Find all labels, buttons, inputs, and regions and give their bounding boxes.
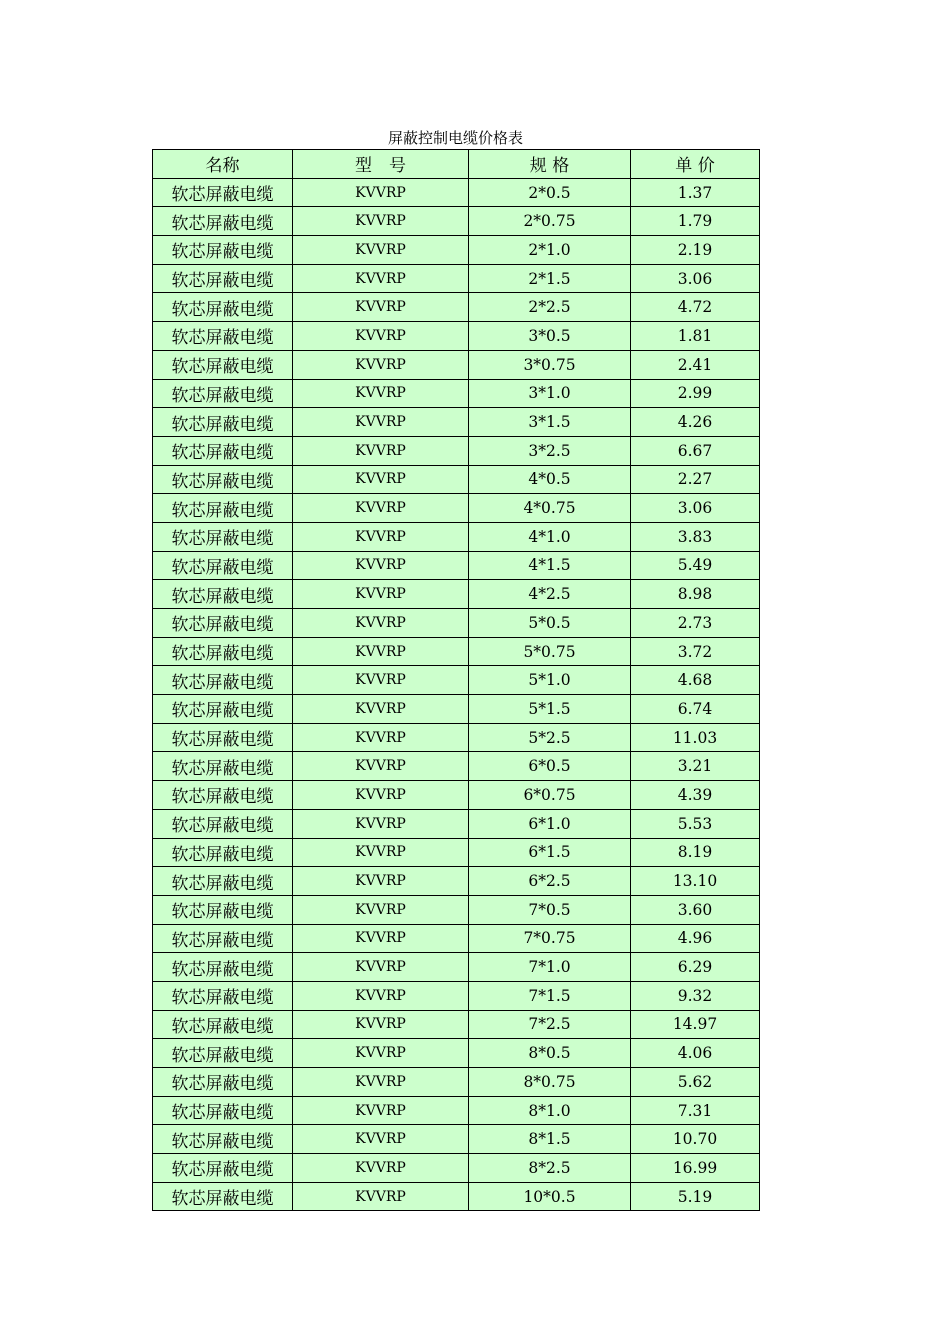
table-row xyxy=(153,178,760,207)
table-row xyxy=(153,809,760,838)
cell-name: 软芯屏蔽电缆 xyxy=(153,924,293,953)
cell-spec: 5*0.5 xyxy=(469,609,631,638)
table-row xyxy=(153,953,760,982)
cell-price: 2.99 xyxy=(631,379,760,408)
cell-model: KVVRP xyxy=(293,350,469,379)
cell-price: 10.70 xyxy=(631,1125,760,1154)
cell-model: KVVRP xyxy=(293,264,469,293)
cell-price: 8.19 xyxy=(631,838,760,867)
cell-model: KVVRP xyxy=(293,551,469,580)
cell-spec: 2*0.5 xyxy=(469,178,631,207)
cell-spec: 3*1.5 xyxy=(469,408,631,437)
cell-model: KVVRP xyxy=(293,494,469,523)
table-row xyxy=(153,981,760,1010)
price-table xyxy=(152,149,760,1211)
cell-spec: 7*1.0 xyxy=(469,953,631,982)
table-row xyxy=(153,379,760,408)
cell-spec: 8*2.5 xyxy=(469,1154,631,1183)
cell-price: 5.19 xyxy=(631,1182,760,1211)
cell-price: 8.98 xyxy=(631,580,760,609)
cell-name: 软芯屏蔽电缆 xyxy=(153,522,293,551)
cell-spec: 5*1.5 xyxy=(469,695,631,724)
cell-spec: 6*1.5 xyxy=(469,838,631,867)
cell-name: 软芯屏蔽电缆 xyxy=(153,895,293,924)
cell-name: 软芯屏蔽电缆 xyxy=(153,1010,293,1039)
table-row xyxy=(153,637,760,666)
cell-price: 4.39 xyxy=(631,781,760,810)
cell-model: KVVRP xyxy=(293,236,469,265)
cell-price: 2.19 xyxy=(631,236,760,265)
cell-model: KVVRP xyxy=(293,924,469,953)
cell-price: 3.72 xyxy=(631,637,760,666)
cell-model: KVVRP xyxy=(293,695,469,724)
cell-name: 软芯屏蔽电缆 xyxy=(153,752,293,781)
cell-price: 9.32 xyxy=(631,981,760,1010)
cell-price: 16.99 xyxy=(631,1154,760,1183)
cell-price: 3.06 xyxy=(631,264,760,293)
table-header xyxy=(153,150,760,179)
cell-price: 5.53 xyxy=(631,809,760,838)
cell-price: 6.74 xyxy=(631,695,760,724)
cell-name: 软芯屏蔽电缆 xyxy=(153,551,293,580)
cell-name: 软芯屏蔽电缆 xyxy=(153,494,293,523)
page-title: 屏蔽控制电缆价格表 xyxy=(387,129,523,147)
cell-spec: 5*2.5 xyxy=(469,723,631,752)
cell-model: KVVRP xyxy=(293,809,469,838)
cell-model: KVVRP xyxy=(293,1068,469,1097)
cell-price: 2.73 xyxy=(631,609,760,638)
table-row xyxy=(153,551,760,580)
cell-name: 软芯屏蔽电缆 xyxy=(153,781,293,810)
cell-model: KVVRP xyxy=(293,379,469,408)
cell-price: 4.68 xyxy=(631,666,760,695)
cell-spec: 4*1.5 xyxy=(469,551,631,580)
cell-name: 软芯屏蔽电缆 xyxy=(153,1068,293,1097)
table-row xyxy=(153,1182,760,1211)
header-row xyxy=(153,150,760,179)
cell-model: KVVRP xyxy=(293,666,469,695)
cell-model: KVVRP xyxy=(293,1010,469,1039)
cell-price: 7.31 xyxy=(631,1096,760,1125)
cell-spec: 6*0.5 xyxy=(469,752,631,781)
cell-name: 软芯屏蔽电缆 xyxy=(153,809,293,838)
cell-price: 4.72 xyxy=(631,293,760,322)
cell-price: 3.06 xyxy=(631,494,760,523)
cell-spec: 4*2.5 xyxy=(469,580,631,609)
table-row xyxy=(153,895,760,924)
column-header-spec: 规 格 xyxy=(469,150,631,179)
table-row xyxy=(153,666,760,695)
table-row xyxy=(153,1010,760,1039)
cell-spec: 7*1.5 xyxy=(469,981,631,1010)
cell-spec: 8*0.5 xyxy=(469,1039,631,1068)
column-header-name: 名称 xyxy=(153,150,293,179)
cell-price: 5.62 xyxy=(631,1068,760,1097)
table-row xyxy=(153,1039,760,1068)
cell-model: KVVRP xyxy=(293,1096,469,1125)
cell-model: KVVRP xyxy=(293,895,469,924)
cell-model: KVVRP xyxy=(293,637,469,666)
cell-name: 软芯屏蔽电缆 xyxy=(153,580,293,609)
table-row xyxy=(153,1154,760,1183)
table-row xyxy=(153,350,760,379)
cell-model: KVVRP xyxy=(293,522,469,551)
cell-name: 软芯屏蔽电缆 xyxy=(153,666,293,695)
cell-price: 4.96 xyxy=(631,924,760,953)
column-header-price: 单 价 xyxy=(631,150,760,179)
table-row xyxy=(153,924,760,953)
cell-name: 软芯屏蔽电缆 xyxy=(153,465,293,494)
cell-model: KVVRP xyxy=(293,1154,469,1183)
table-row xyxy=(153,436,760,465)
cell-name: 软芯屏蔽电缆 xyxy=(153,236,293,265)
cell-name: 软芯屏蔽电缆 xyxy=(153,1096,293,1125)
cell-model: KVVRP xyxy=(293,953,469,982)
cell-spec: 4*1.0 xyxy=(469,522,631,551)
cell-model: KVVRP xyxy=(293,465,469,494)
cell-name: 软芯屏蔽电缆 xyxy=(153,293,293,322)
cell-price: 2.27 xyxy=(631,465,760,494)
cell-model: KVVRP xyxy=(293,580,469,609)
table-row xyxy=(153,207,760,236)
table-row xyxy=(153,293,760,322)
cell-spec: 8*1.0 xyxy=(469,1096,631,1125)
cell-name: 软芯屏蔽电缆 xyxy=(153,637,293,666)
cell-price: 2.41 xyxy=(631,350,760,379)
cell-spec: 2*1.5 xyxy=(469,264,631,293)
cell-spec: 3*0.75 xyxy=(469,350,631,379)
cell-spec: 8*1.5 xyxy=(469,1125,631,1154)
cell-model: KVVRP xyxy=(293,436,469,465)
cell-spec: 3*1.0 xyxy=(469,379,631,408)
cell-price: 1.37 xyxy=(631,178,760,207)
cell-spec: 10*0.5 xyxy=(469,1182,631,1211)
cell-model: KVVRP xyxy=(293,1182,469,1211)
cell-price: 1.79 xyxy=(631,207,760,236)
cell-name: 软芯屏蔽电缆 xyxy=(153,723,293,752)
table-row xyxy=(153,465,760,494)
cell-price: 5.49 xyxy=(631,551,760,580)
table-row xyxy=(153,1125,760,1154)
table-row xyxy=(153,609,760,638)
table-row xyxy=(153,408,760,437)
cell-price: 4.26 xyxy=(631,408,760,437)
cell-name: 软芯屏蔽电缆 xyxy=(153,1039,293,1068)
cell-name: 软芯屏蔽电缆 xyxy=(153,264,293,293)
cell-price: 3.60 xyxy=(631,895,760,924)
cell-price: 3.83 xyxy=(631,522,760,551)
cell-name: 软芯屏蔽电缆 xyxy=(153,379,293,408)
cell-price: 4.06 xyxy=(631,1039,760,1068)
cell-model: KVVRP xyxy=(293,207,469,236)
cell-model: KVVRP xyxy=(293,867,469,896)
cell-spec: 4*0.5 xyxy=(469,465,631,494)
cell-price: 13.10 xyxy=(631,867,760,896)
table-row xyxy=(153,322,760,351)
table-row xyxy=(153,494,760,523)
cell-spec: 3*0.5 xyxy=(469,322,631,351)
cell-name: 软芯屏蔽电缆 xyxy=(153,695,293,724)
cell-spec: 6*2.5 xyxy=(469,867,631,896)
cell-model: KVVRP xyxy=(293,838,469,867)
cell-spec: 8*0.75 xyxy=(469,1068,631,1097)
cell-name: 软芯屏蔽电缆 xyxy=(153,350,293,379)
cell-model: KVVRP xyxy=(293,1039,469,1068)
cell-model: KVVRP xyxy=(293,981,469,1010)
cell-model: KVVRP xyxy=(293,408,469,437)
cell-name: 软芯屏蔽电缆 xyxy=(153,436,293,465)
cell-spec: 2*1.0 xyxy=(469,236,631,265)
cell-name: 软芯屏蔽电缆 xyxy=(153,953,293,982)
cell-price: 11.03 xyxy=(631,723,760,752)
table-row xyxy=(153,723,760,752)
cell-price: 14.97 xyxy=(631,1010,760,1039)
cell-price: 6.67 xyxy=(631,436,760,465)
cell-price: 6.29 xyxy=(631,953,760,982)
cell-spec: 6*0.75 xyxy=(469,781,631,810)
cell-model: KVVRP xyxy=(293,723,469,752)
table-row xyxy=(153,781,760,810)
cell-name: 软芯屏蔽电缆 xyxy=(153,322,293,351)
cell-name: 软芯屏蔽电缆 xyxy=(153,981,293,1010)
cell-model: KVVRP xyxy=(293,781,469,810)
cell-price: 3.21 xyxy=(631,752,760,781)
cell-model: KVVRP xyxy=(293,752,469,781)
cell-model: KVVRP xyxy=(293,322,469,351)
table-body xyxy=(153,178,760,1211)
cell-spec: 4*0.75 xyxy=(469,494,631,523)
table-row xyxy=(153,522,760,551)
table-row xyxy=(153,1096,760,1125)
table-row xyxy=(153,1068,760,1097)
cell-model: KVVRP xyxy=(293,178,469,207)
table-row xyxy=(153,264,760,293)
cell-spec: 3*2.5 xyxy=(469,436,631,465)
cell-name: 软芯屏蔽电缆 xyxy=(153,207,293,236)
cell-spec: 5*0.75 xyxy=(469,637,631,666)
cell-spec: 6*1.0 xyxy=(469,809,631,838)
cell-name: 软芯屏蔽电缆 xyxy=(153,609,293,638)
table-row xyxy=(153,236,760,265)
cell-name: 软芯屏蔽电缆 xyxy=(153,1182,293,1211)
cell-name: 软芯屏蔽电缆 xyxy=(153,408,293,437)
table-row xyxy=(153,867,760,896)
cell-name: 软芯屏蔽电缆 xyxy=(153,867,293,896)
cell-spec: 5*1.0 xyxy=(469,666,631,695)
table-row xyxy=(153,580,760,609)
column-header-model: 型 号 xyxy=(293,150,469,179)
cell-spec: 7*0.75 xyxy=(469,924,631,953)
cell-model: KVVRP xyxy=(293,293,469,322)
cell-spec: 7*0.5 xyxy=(469,895,631,924)
cell-name: 软芯屏蔽电缆 xyxy=(153,178,293,207)
table-row xyxy=(153,695,760,724)
cell-spec: 2*0.75 xyxy=(469,207,631,236)
table-row xyxy=(153,838,760,867)
cell-spec: 2*2.5 xyxy=(469,293,631,322)
cell-model: KVVRP xyxy=(293,609,469,638)
cell-model: KVVRP xyxy=(293,1125,469,1154)
table-row xyxy=(153,752,760,781)
cell-price: 1.81 xyxy=(631,322,760,351)
cell-name: 软芯屏蔽电缆 xyxy=(153,1125,293,1154)
cell-name: 软芯屏蔽电缆 xyxy=(153,1154,293,1183)
cell-spec: 7*2.5 xyxy=(469,1010,631,1039)
cell-name: 软芯屏蔽电缆 xyxy=(153,838,293,867)
